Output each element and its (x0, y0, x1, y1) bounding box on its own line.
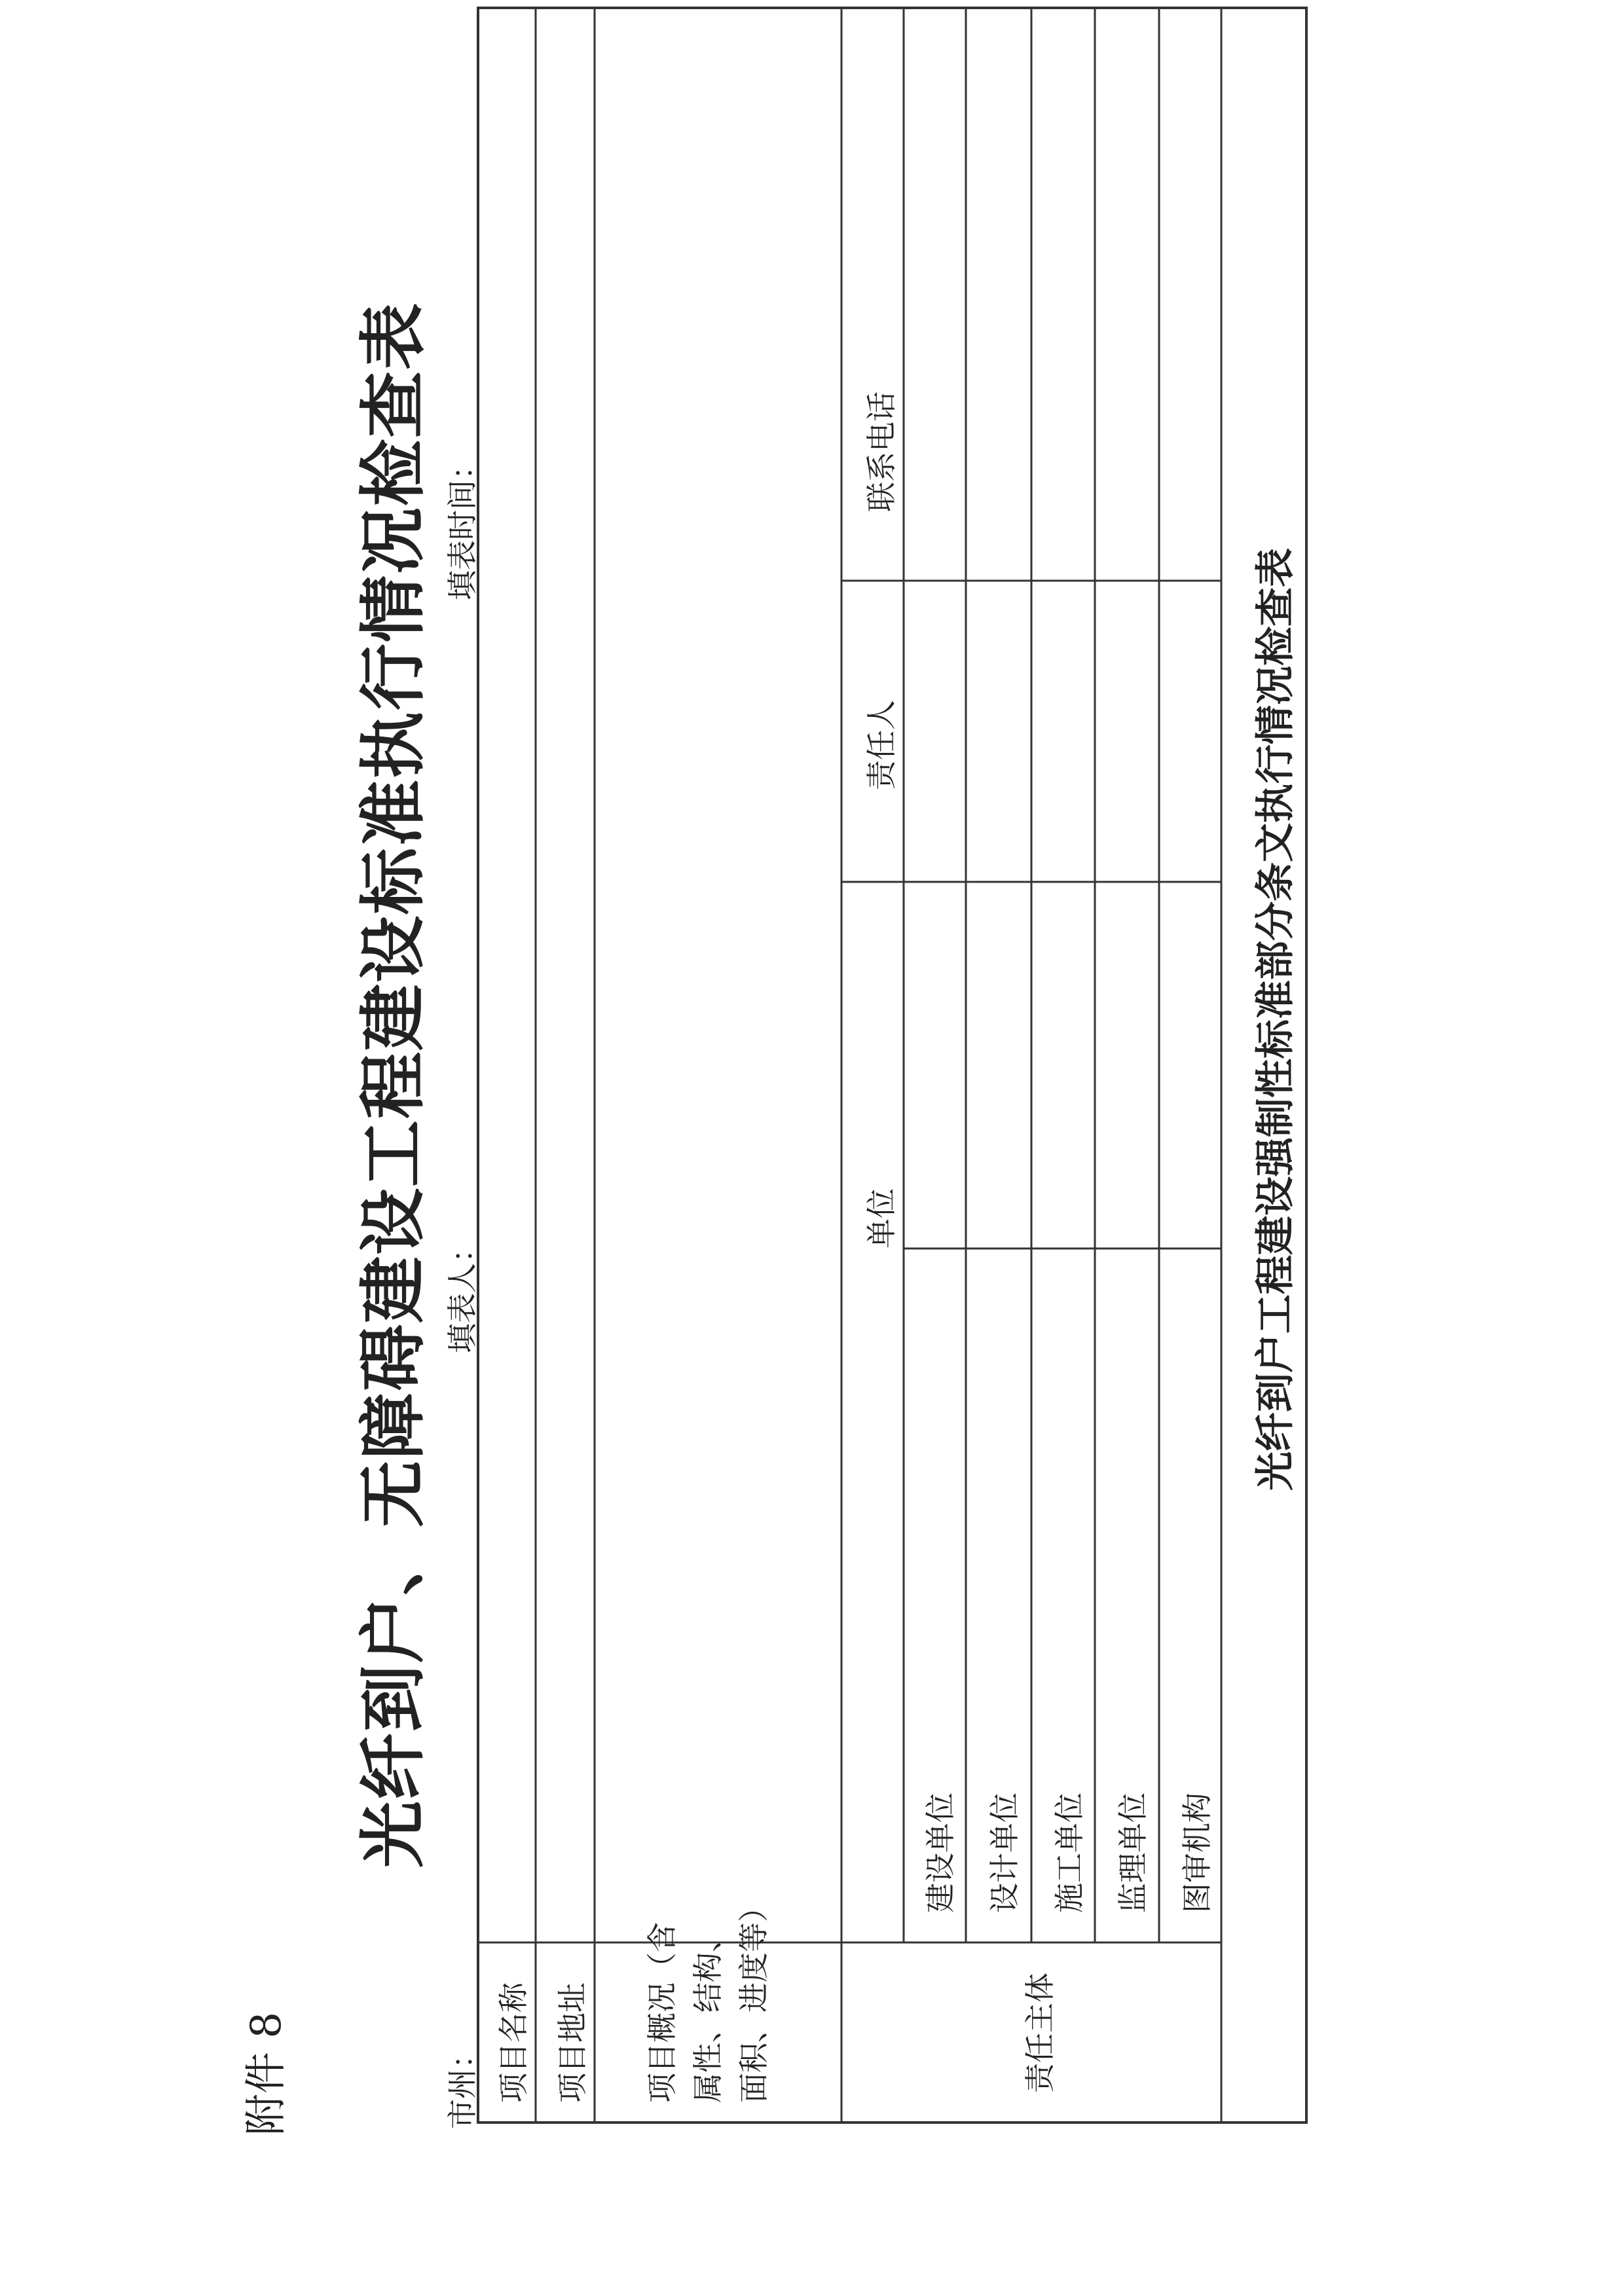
filler-label: 填表人： (445, 1233, 480, 1353)
fill-time-label: 填表时间： (445, 450, 480, 600)
project-overview-label-line-3: 面积、进度等） (736, 1892, 771, 2103)
header-contact-phone: 联系电话 (864, 392, 899, 512)
project-address-label: 项目地址 (555, 1982, 590, 2103)
page-title: 光纤到户、无障碍建设工程建设标准执行情况检查表 (355, 302, 433, 1868)
city-label: 市州： (445, 2039, 480, 2129)
project-name-label: 项目名称 (496, 1982, 531, 2103)
project-overview-label-line-2: 属性、结构、 (690, 1922, 726, 2103)
bottom-caption: 光纤到户工程建设强制性标准部分条文执行情况检查表 (1253, 548, 1299, 1491)
responsible-party-label: 责任主体 (1022, 1973, 1058, 2093)
attachment-label: 附件 8 (242, 2011, 291, 2136)
project-overview-label-line-1: 项目概况（含 (644, 1922, 680, 2103)
header-unit: 单位 (864, 1188, 899, 1248)
party-design-unit: 设计单位 (987, 1793, 1022, 1913)
header-responsible-person: 责任人 (864, 700, 899, 790)
party-contractor-unit: 施工单位 (1052, 1793, 1087, 1913)
party-drawing-review-agency: 图审机构 (1179, 1793, 1215, 1913)
party-construction-unit: 建设单位 (923, 1793, 958, 1913)
party-supervision-unit: 监理单位 (1115, 1793, 1151, 1913)
